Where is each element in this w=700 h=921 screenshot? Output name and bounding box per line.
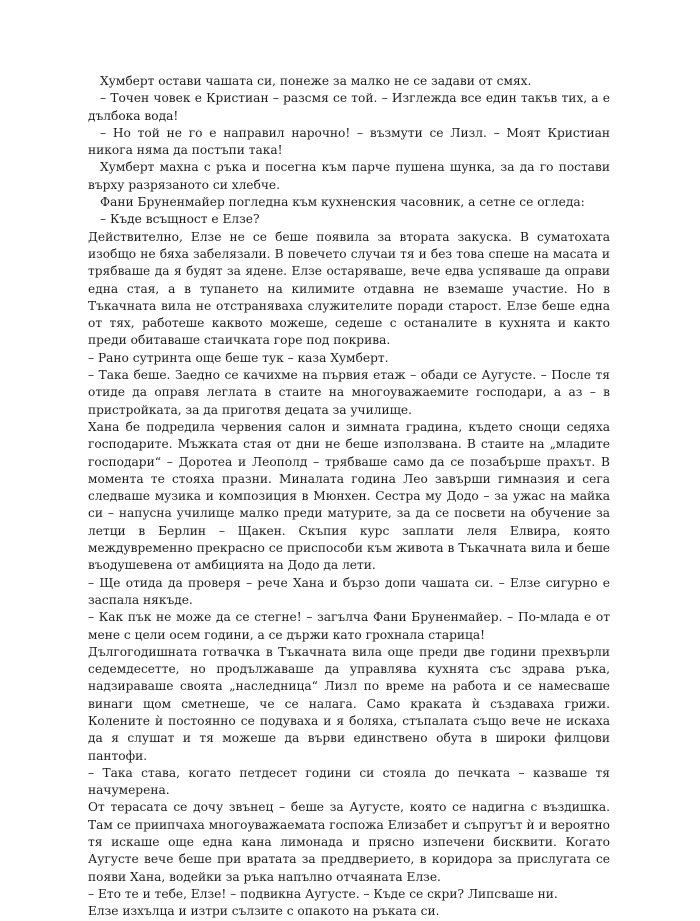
paragraph: – Ще отида да проверя – рече Хана и бързо допи чашата си. – Елзе сигурно е заспала някъде.: [88, 575, 610, 607]
paragraph: Хана бе подредила червения салон и зимната градина, където снощи седяха господарите. Мъжката стая от дни не беше използвана. В стаите на „младите господари“ – Доротеа и Леополд – трябваше само да се позабърше прахът. В момента те стояха празни. Миналата година Лео завърши гимназия и сега следваше музика и композиция в Мюнхен. Сестра му Додо – за ужас на майка си – напусна училище малко преди матурите, за да се посвети на обучение за летци в Берлин – Щакен. Скъпия курс заплати леля Елвира, която междувременно прекрасно се приспособи към живота в Тъкачната вила и беше въодушевена от амбицията на Додо да лети.: [88, 419, 610, 573]
paragraph: – Къде всъщност е Елзе?: [100, 212, 260, 227]
paragraph: – Но той не го е направил нарочно! – възмути се Лизл. – Моят Кристиан никога няма да постъпи така!: [88, 125, 610, 158]
paragraph: – Точен човек е Кристиан – разсмя се той. – Изглежда все един такъв тих, а е дълбока вода!: [88, 91, 610, 123]
paragraph: – Ето те и тебе, Елзе! – подвикна Аугусте. – Къде се скри? Липсваше ни.: [88, 886, 558, 901]
paragraph: Фани Бруненмайер погледна към кухненския часовник, а сетне се огледа:: [100, 195, 585, 210]
paragraph: – Рано сутринта още беше тук – каза Хумберт.: [88, 350, 389, 365]
paragraph: – Как пък не може да се стегне! – загълча Фани Бруненмайер. – По-млада е от мене с цели осем години, а се държи като грохнала старица!: [88, 610, 610, 642]
paragraph: Елзе изхълца и изтри сълзите с опакото на ръката си.: [88, 904, 440, 919]
paragraph: – Така беше. Заедно се качихме на първия етаж – обади се Аугусте. – После тя отиде да оправя леглата в стаите на многоуважаемите господари, а аз – в пристройката, за да приготвя децата за училище.: [88, 368, 610, 417]
text-body: [88, 73, 610, 921]
paragraph: Хумберт остави чашата си, понеже за малко не се задави от смях.: [100, 74, 532, 88]
paragraph: Дългогодишната готвачка в Тъкачната вила още преди две години прехвърли седемдесетте, но продължаваше да управлява кухнята със здрава ръка, надзираваше своята „наследница“ Лизл по време на работа и се намесваше винаги щом сметнеше, че се налага. Само краката ѝ създаваха грижи. Колените ѝ постоянно се подуваха и я боляха, стъпалата също вече не искаха да я слушат и тя можеше да върви единствено обута в широки филцови пантофи.: [88, 644, 610, 763]
paragraph: Действително, Елзе не се беше появила за втората закуска. В суматохата изобщо не бяха забелязали. В повечето случаи тя и без това спеше на масата и трябваше да я будят за ядене. Елзе остаряваше, вече едва успяваше да оправи една стая, а в тупането на килимите отдавна не вземаше участие. Но в Тъкачната вила не отстраняваха служителите поради старост. Елзе беше една от тях, работеше каквото можеше, седеше с останалите в кухнята и както преди обитаваше стаичката горе под покрива.: [88, 229, 610, 348]
paragraph: От терасата се дочу звънец – беше за Аугусте, която се надигна с въздишка. Там се приипчаха многоуважаемата госпожа Елизабет и съпругът ѝ и вероятно тя искаше още една кана лимонада и прясно изпечени бисквити. Когато Аугусте вече беше при вратата за преддверието, в коридора за прислугата се появи Хана, водейки за ръка напълно отчаяната Елзе.: [88, 800, 610, 884]
paragraph: – Така става, когато петдесет години си стояла до печката – казваше тя начумерена.: [88, 765, 610, 798]
paragraph: Хумберт махна с ръка и посегна към парче пушена шунка, за да го постави върху разрязаното си хлебче.: [88, 160, 610, 192]
